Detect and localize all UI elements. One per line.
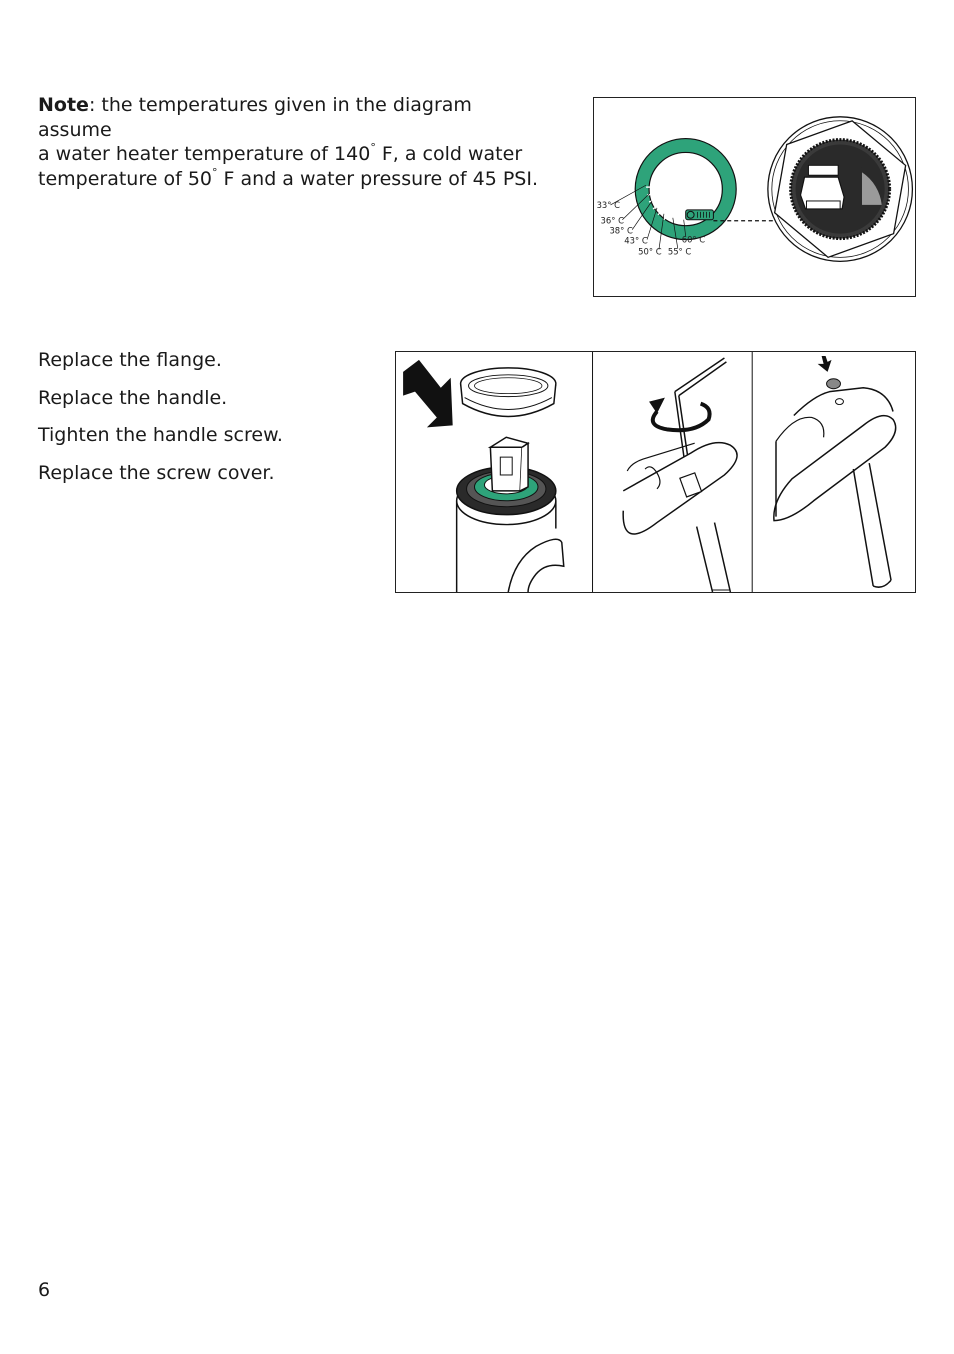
assembly-figure-svg	[396, 352, 915, 592]
step-item: Replace the handle.	[38, 386, 228, 409]
steps-list	[38, 347, 283, 498]
temperature-label: 50° C	[638, 246, 662, 257]
temperature-label: 60° C	[681, 234, 706, 245]
page-number: 6	[38, 1279, 51, 1301]
step-item: Tighten the handle screw.	[38, 424, 283, 447]
panel-tighten-screw	[623, 358, 737, 592]
temperature-label: 55° C	[667, 246, 692, 257]
temperature-diagram	[593, 97, 916, 297]
note-paragraph: Note: the temperatures given in the diagram assume a water heater temperature of 140° F, a cold water temperature of 50° F and a water pressure of 45 PSI.	[38, 94, 538, 190]
degree-symbol: °	[212, 165, 218, 179]
step-item: Replace the screw cover.	[38, 462, 275, 485]
small-down-arrow-icon	[818, 356, 832, 372]
degree-symbol: °	[370, 141, 376, 154]
temperature-label: 43° C	[624, 235, 648, 246]
panel-screw-cover	[774, 356, 896, 587]
note-label: Note	[38, 94, 89, 116]
down-arrow-icon	[403, 360, 453, 427]
step-item: Replace the flange.	[38, 349, 222, 371]
temperature-label: 33° C	[596, 199, 621, 210]
temperature-ring	[642, 146, 729, 233]
assembly-figure	[395, 351, 916, 593]
temperature-label: 36° C	[600, 215, 625, 226]
allen-key-icon	[675, 358, 727, 396]
temperature-label: 38° C	[609, 225, 633, 236]
panel-replace-flange	[403, 360, 564, 592]
temperature-diagram-svg	[594, 98, 915, 296]
screw-cover	[827, 379, 841, 389]
